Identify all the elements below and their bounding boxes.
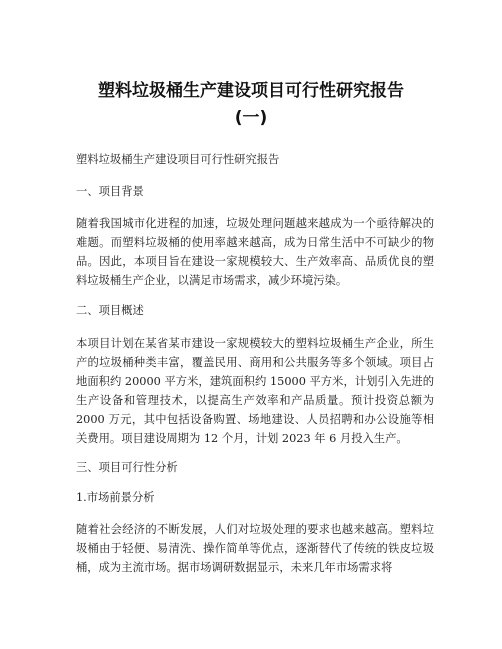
document-title-line1: 塑料垃圾桶生产建设项目可行性研究报告: [98, 81, 404, 101]
section2-heading: 二、项目概述: [76, 304, 144, 317]
document-subtitle: 塑料垃圾桶生产建设项目可行性研究报告: [76, 153, 280, 166]
document-title-line2: (一): [234, 108, 268, 128]
section2-body: 本项目计划在某省某市建设一家规模较大的塑料垃圾桶生产企业，所生产的垃圾桶种类丰富，覆盖民用、商用和公共服务等多个领域。项目占地面积约 20000 平方米，建筑面积约 15000 平方米，计划引入先进的生产设备和管理技术，以提高生产效率和产品质量。预计投资总额为 2000 万元，其中包括设备购置、场地建设、人员招聘和办公设施等相关费用。项目建设周期为 12 个月，计划 2023 年 6 月投入生产。: [76, 337, 434, 445]
section3-heading: 三、项目可行性分析: [76, 461, 178, 474]
section1-heading: 一、项目背景: [76, 185, 144, 198]
section1-body: 随着我国城市化进程的加速，垃圾处理问题越来越成为一个亟待解决的难题。而塑料垃圾桶的使用率越来越高，成为日常生活中不可缺少的物品。因此，本项目旨在建设一家规模较大、生产效率高、品质优良的塑料垃圾桶生产企业，以满足市场需求，减少环境污染。: [76, 217, 434, 287]
section3-sub1-body: 随着社会经济的不断发展，人们对垃圾处理的要求也越来越高。塑料垃圾桶由于轻便、易清洗、操作简单等优点，逐渐替代了传统的铁皮垃圾桶，成为主流市场。据市场调研数据显示，未来几年市场需求将: [76, 523, 434, 574]
section3-sub1-heading: 1.市场前景分析: [76, 491, 155, 504]
